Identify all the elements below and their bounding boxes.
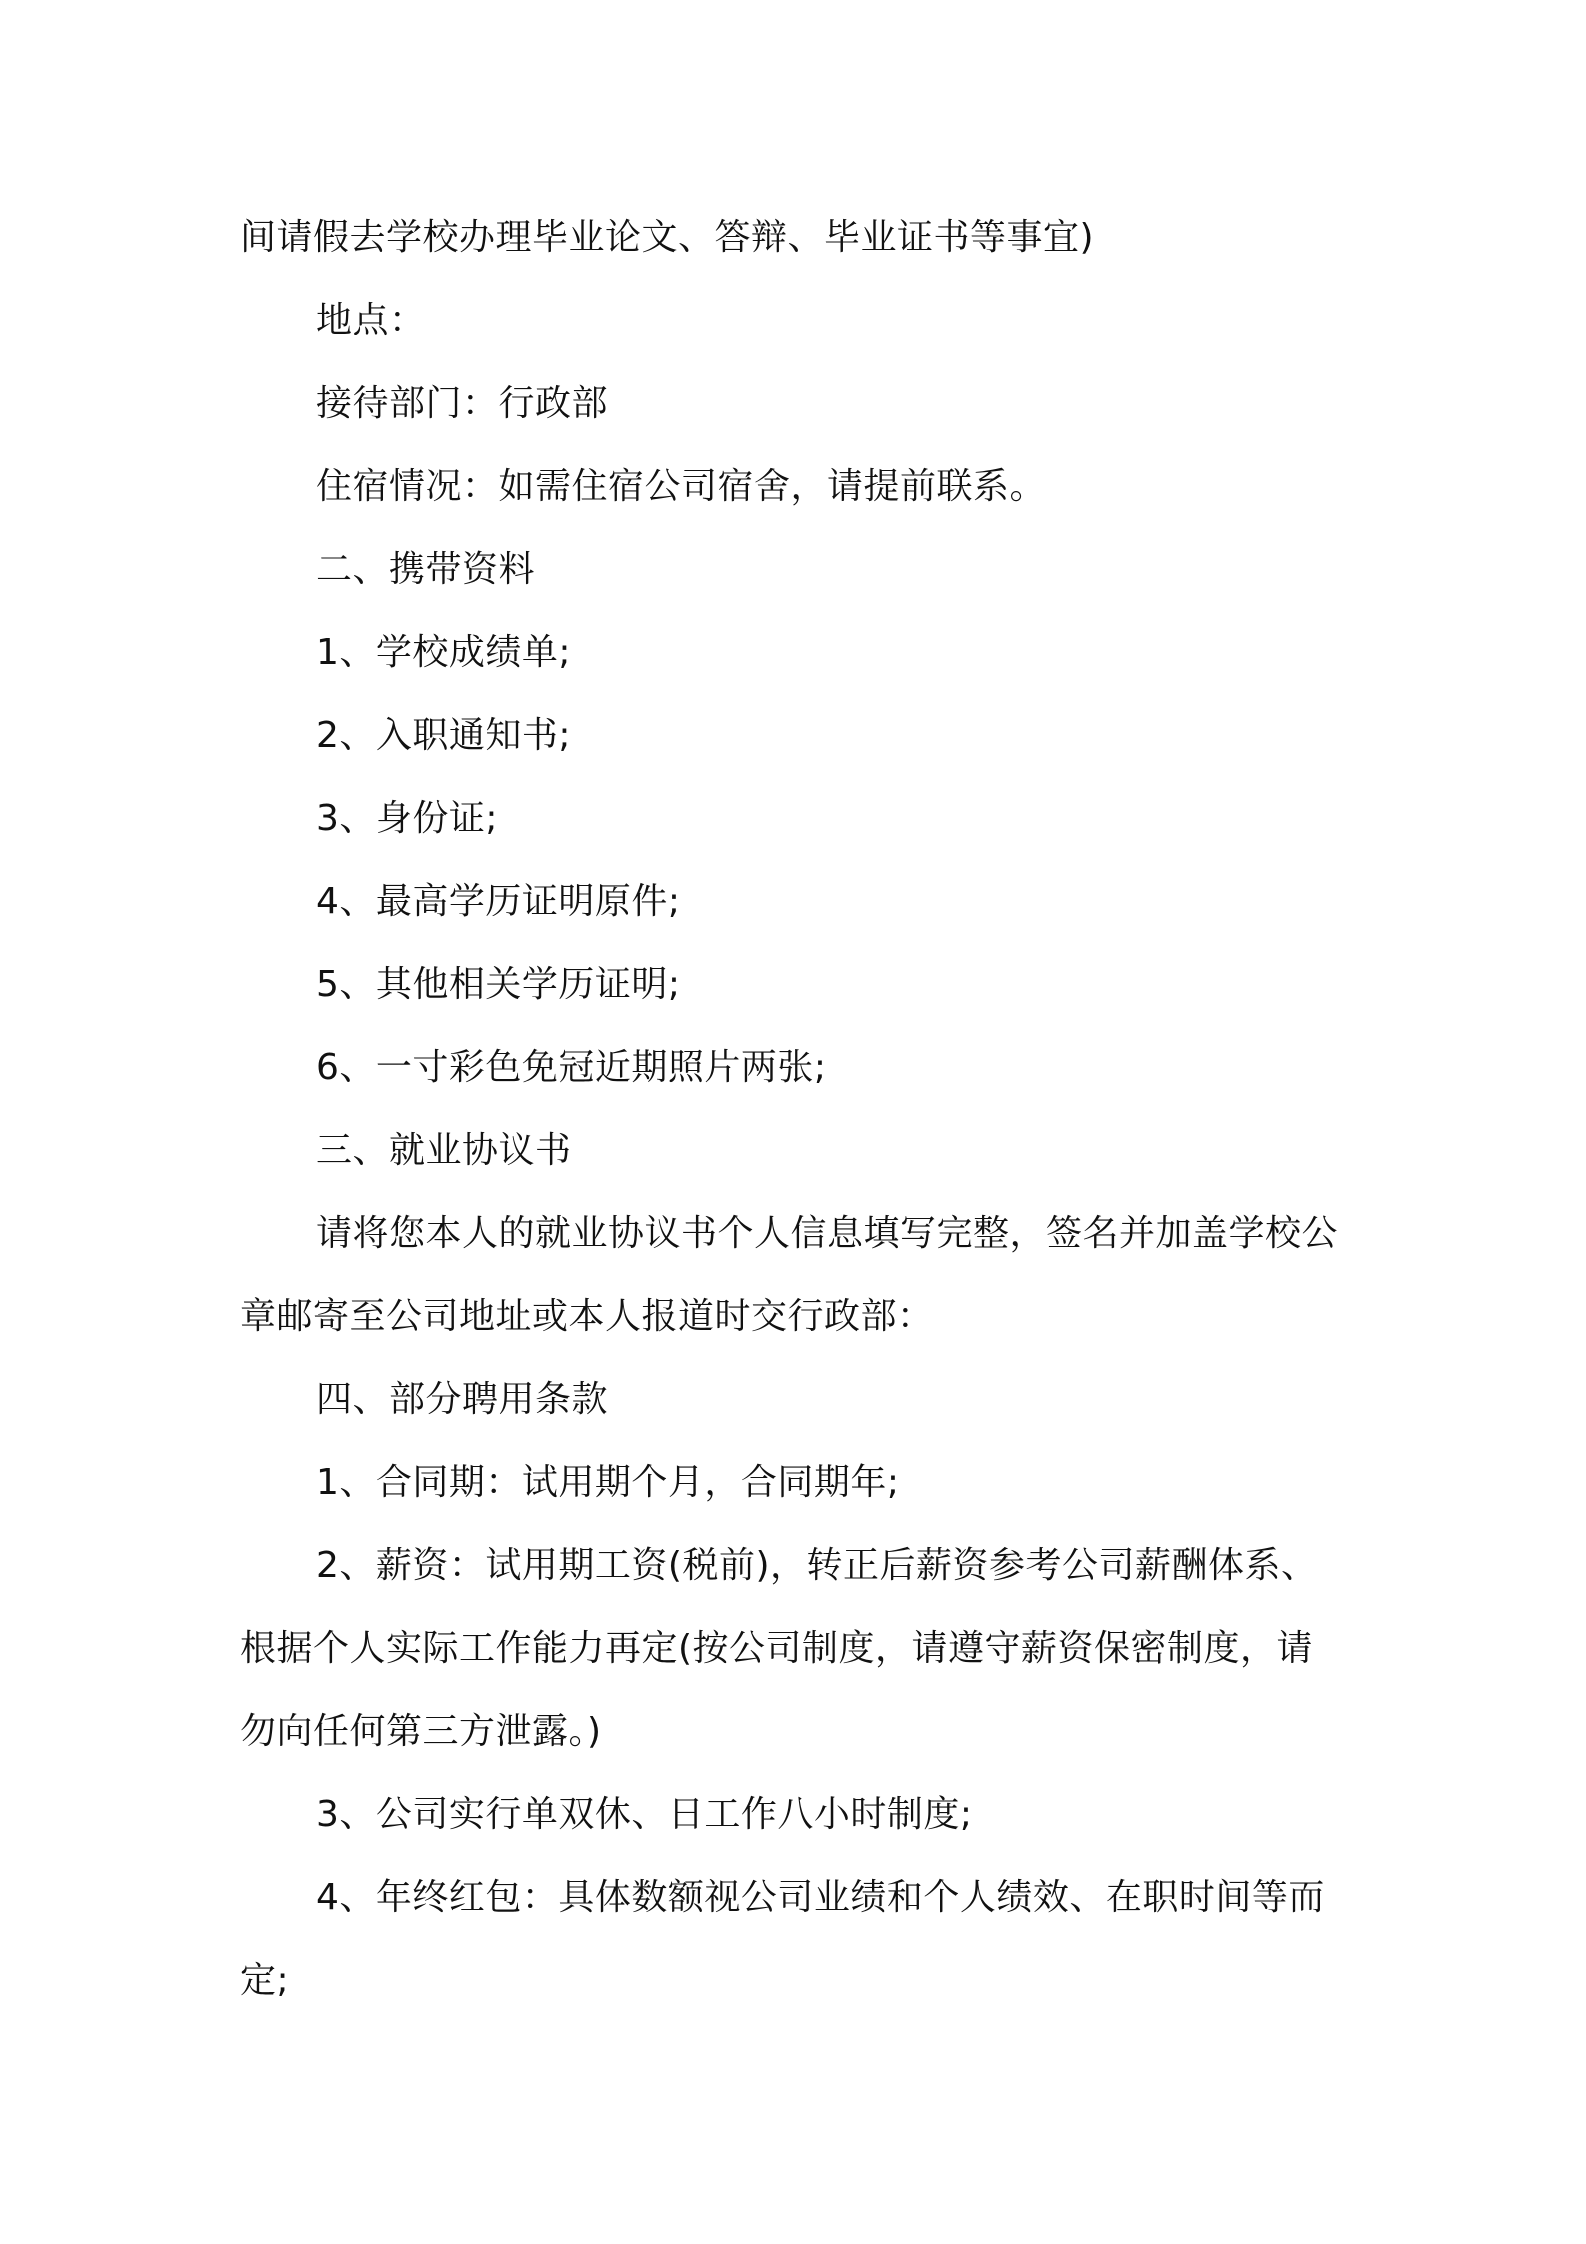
section-heading: 四、部分聘用条款 — [316, 1379, 609, 1420]
list-item: 3、身份证; — [316, 798, 499, 839]
text-line: 定; — [240, 1960, 290, 2001]
list-item: 2、薪资：试用期工资(税前)，转正后薪资参考公司薪酬体系、 — [316, 1545, 1318, 1586]
text-line: 间请假去学校办理毕业论文、答辩、毕业证书等事宜) — [240, 217, 1095, 258]
list-item: 4、最高学历证明原件; — [316, 881, 681, 922]
text-line: 住宿情况：如需住宿公司宿舍，请提前联系。 — [316, 466, 1047, 507]
text-line: 勿向任何第三方泄露。) — [240, 1711, 602, 1752]
list-item: 3、公司实行单双休、日工作八小时制度; — [316, 1794, 973, 1835]
text-line: 地点： — [316, 300, 426, 341]
list-item: 5、其他相关学历证明; — [316, 964, 681, 1005]
text-line: 接待部门：行政部 — [316, 383, 609, 424]
section-heading: 三、就业协议书 — [316, 1130, 572, 1171]
list-item: 4、年终红包：具体数额视公司业绩和个人绩效、在职时间等而 — [316, 1877, 1325, 1918]
document-body — [240, 196, 1355, 2022]
text-line: 章邮寄至公司地址或本人报道时交行政部： — [240, 1296, 934, 1337]
list-item: 2、入职通知书; — [316, 715, 572, 756]
list-item: 6、一寸彩色免冠近期照片两张; — [316, 1047, 827, 1088]
list-item: 1、合同期：试用期个月，合同期年; — [316, 1462, 900, 1503]
section-heading: 二、携带资料 — [316, 549, 536, 590]
list-item: 1、学校成绩单; — [316, 632, 572, 673]
text-line: 根据个人实际工作能力再定(按公司制度，请遵守薪资保密制度，请 — [240, 1628, 1314, 1669]
text-line: 请将您本人的就业协议书个人信息填写完整，签名并加盖学校公 — [316, 1213, 1339, 1254]
